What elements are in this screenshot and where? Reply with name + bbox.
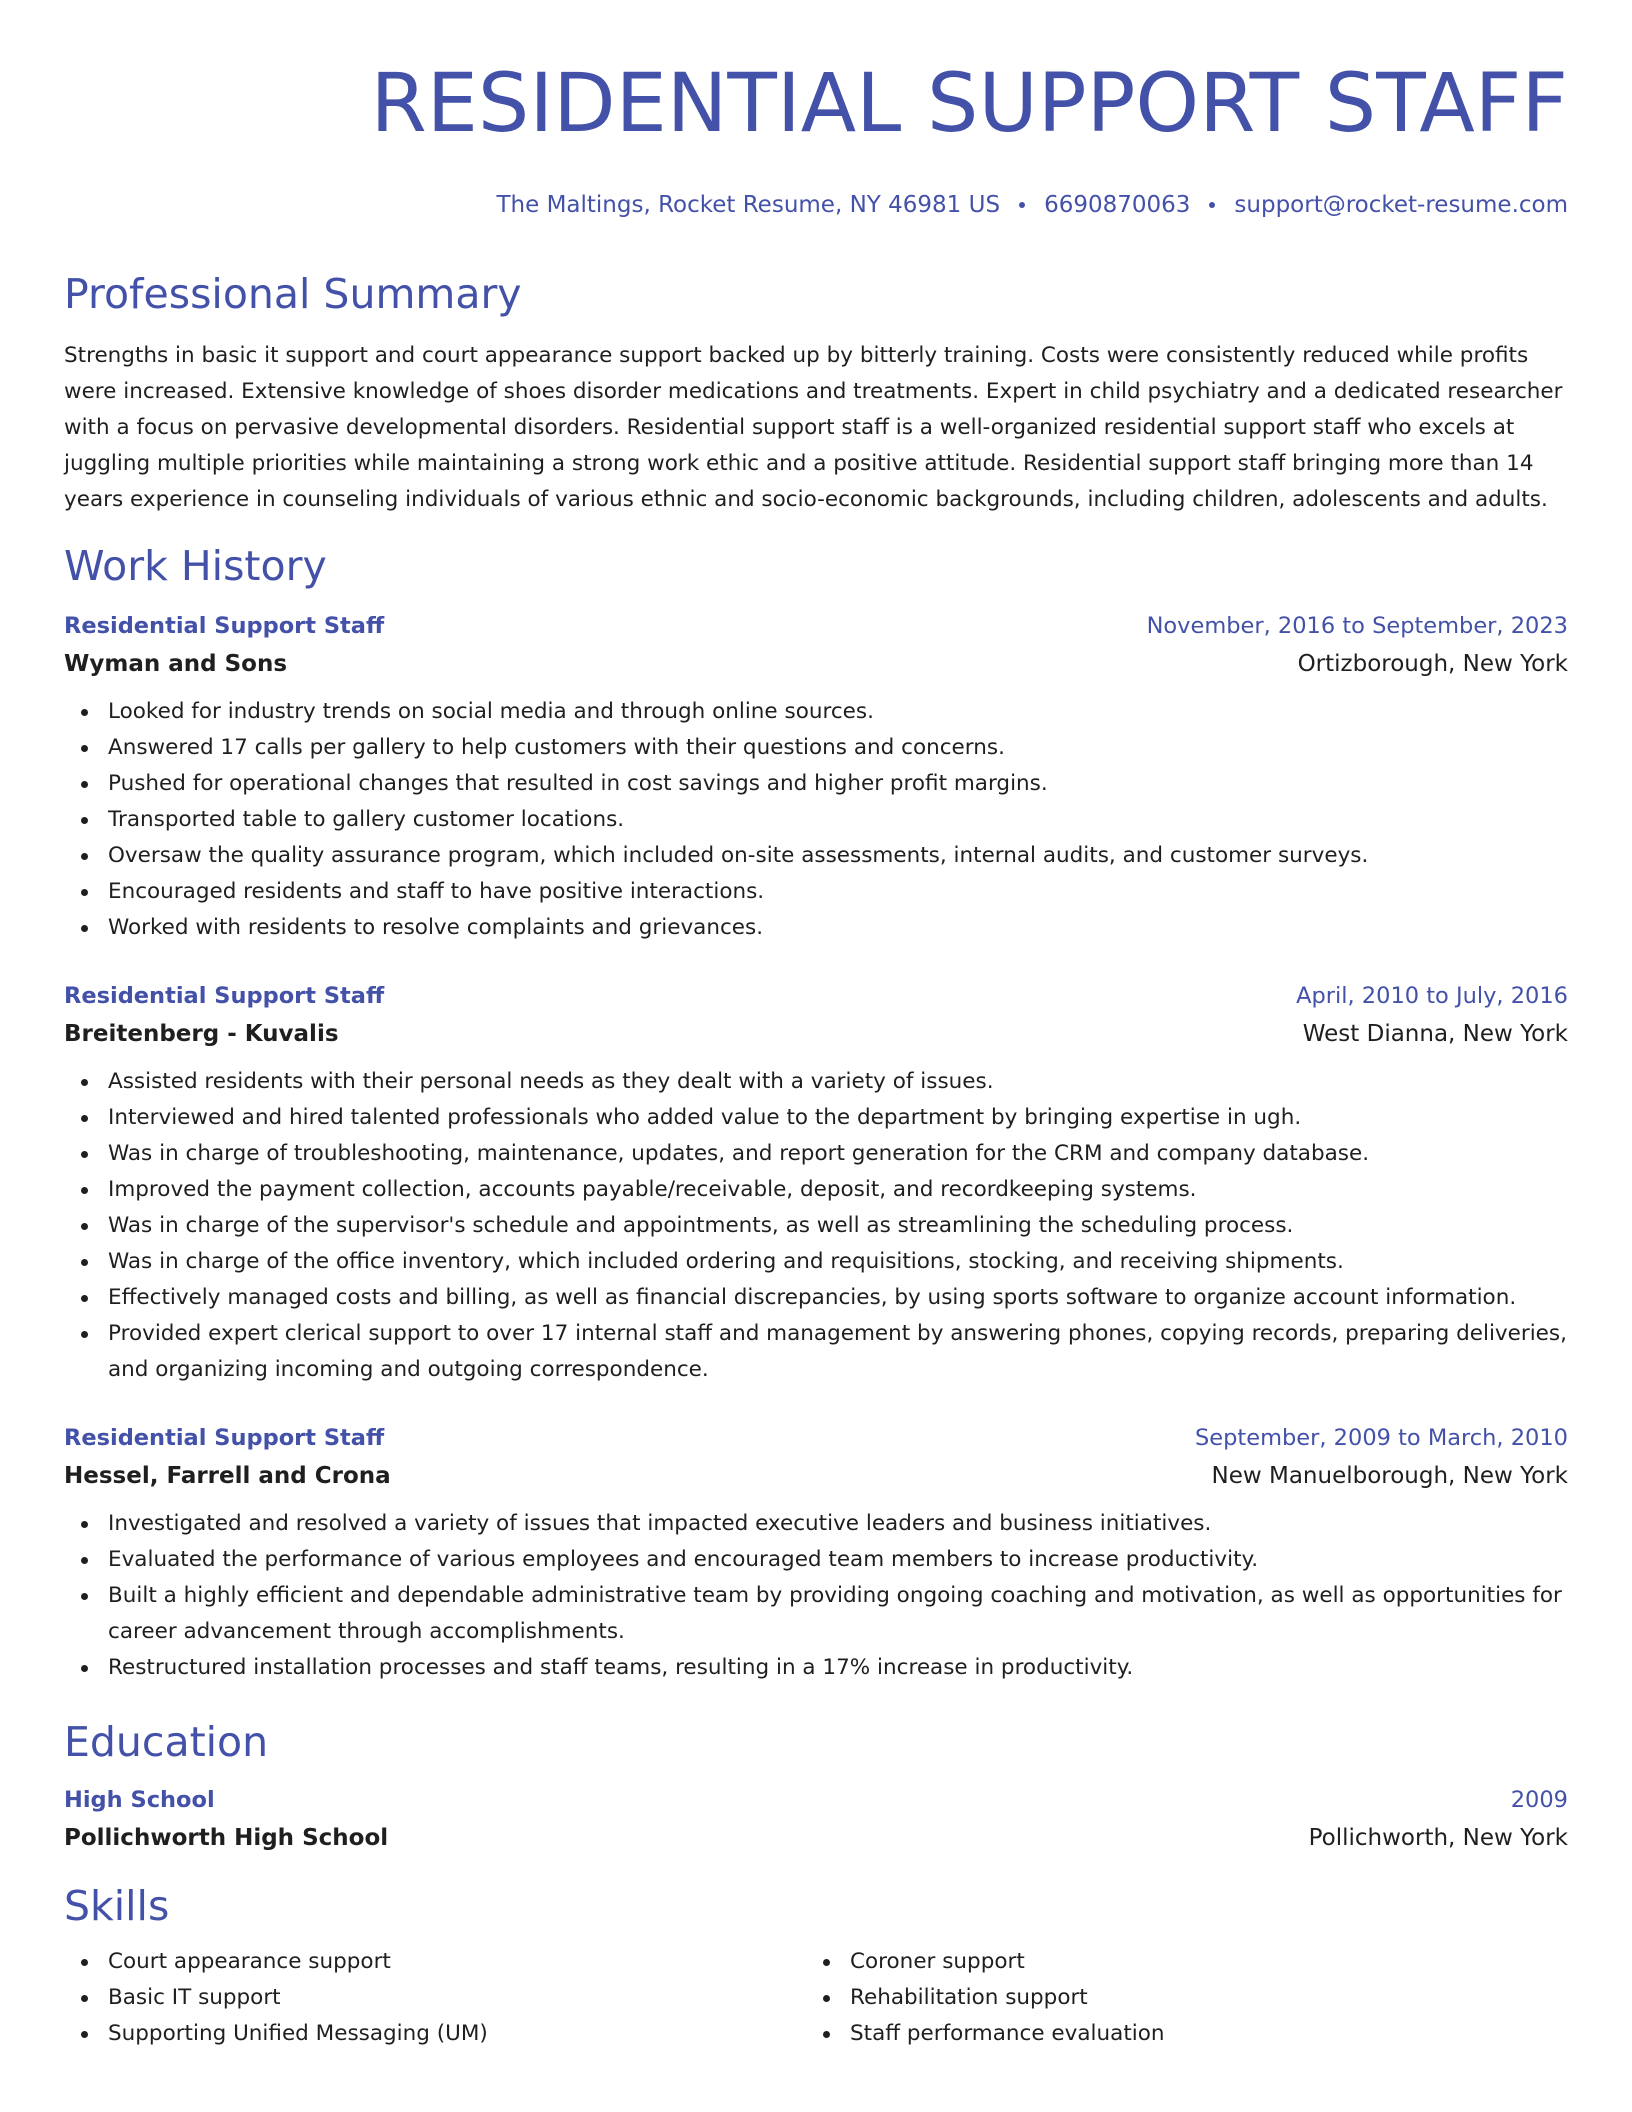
- skill-item: Coroner support: [806, 1944, 1548, 1980]
- contact-address: The Maltings, Rocket Resume, NY 46981 US: [496, 192, 1001, 218]
- skill-item: Court appearance support: [64, 1944, 806, 1980]
- education-entry: [64, 1784, 1568, 1854]
- education-location: Pollichworth, New York: [1308, 1825, 1568, 1851]
- duty-item: Evaluated the performance of various employees and encouraged team members to increase productivity.: [64, 1542, 1568, 1578]
- job-dates: April, 2010 to July, 2016: [1296, 983, 1568, 1009]
- job-location: West Dianna, New York: [1302, 1021, 1568, 1047]
- job-duties: [64, 1064, 1568, 1388]
- duty-item: Was in charge of troubleshooting, maintenance, updates, and report generation for the CRM and company database.: [64, 1136, 1568, 1172]
- duty-item: Transported table to gallery customer locations.: [64, 802, 1568, 838]
- job-company: Wyman and Sons: [64, 651, 288, 677]
- skills-column-left: [64, 1944, 806, 2052]
- separator-dot: [1209, 202, 1215, 208]
- duty-item: Provided expert clerical support to over 17 internal staff and management by answering phones, copying records, preparing deliveries, and organizing incoming and outgoing correspondence.: [64, 1316, 1568, 1388]
- job-entry: [64, 610, 1568, 946]
- job-title: Residential Support Staff: [64, 613, 385, 639]
- contact-email[interactable]: support@rocket-resume.com: [1234, 192, 1568, 218]
- duty-item: Built a highly efficient and dependable administrative team by providing ongoing coaching and motivation, as well as opportunities for career advancement through accomplishments.: [64, 1578, 1568, 1650]
- duty-item: Restructured installation processes and staff teams, resulting in a 17% increase in productivity.: [64, 1650, 1568, 1686]
- duty-item: Worked with residents to resolve complaints and grievances.: [64, 910, 1568, 946]
- job-company: Breitenberg - Kuvalis: [64, 1021, 339, 1047]
- duty-item: Improved the payment collection, accounts payable/receivable, deposit, and recordkeeping systems.: [64, 1172, 1568, 1208]
- contact-line: [64, 190, 1568, 220]
- duty-item: Effectively managed costs and billing, as well as financial discrepancies, by using sports software to organize account information.: [64, 1280, 1568, 1316]
- skill-item: Supporting Unified Messaging (UM): [64, 2016, 806, 2052]
- job-company: Hessel, Farrell and Crona: [64, 1463, 391, 1489]
- job-duties: [64, 1506, 1568, 1686]
- resume-header: [64, 0, 1568, 220]
- skill-item: Rehabilitation support: [806, 1980, 1548, 2016]
- separator-dot: [1019, 202, 1025, 208]
- work-history-heading: Work History: [64, 542, 327, 590]
- job-location: New Manuelborough, New York: [1211, 1463, 1568, 1489]
- summary-text: Strengths in basic it support and court appearance support backed up by bitterly training. Costs were consistently reduced while profits were increased. Extensive knowledge of shoes disorder medications and treatments. Expert in child psychiatry and a dedicated researcher with a focus on pervasive developmental disorders. Residential support staff is a well-organized residential support staff who excels at juggling multiple priorities while maintaining a strong work ethic and a positive attitude. Residential support staff bringing more than 14 years experience in counseling individuals of various ethnic and socio-economic backgrounds, including children, adolescents and adults.: [64, 343, 1563, 512]
- education-year: 2009: [1510, 1787, 1568, 1813]
- education-school: Pollichworth High School: [64, 1825, 389, 1851]
- candidate-name: RESIDENTIAL SUPPORT STAFF: [370, 57, 1568, 151]
- job-dates: September, 2009 to March, 2010: [1195, 1425, 1568, 1451]
- education-heading: Education: [64, 1718, 269, 1766]
- job-title: Residential Support Staff: [64, 983, 385, 1009]
- resume-page: [64, 0, 1568, 2052]
- summary-heading: Professional Summary: [64, 270, 522, 318]
- skill-item: Staff performance evaluation: [806, 2016, 1548, 2052]
- duty-item: Was in charge of the supervisor's schedule and appointments, as well as streamlining the scheduling process.: [64, 1208, 1568, 1244]
- job-duties: [64, 694, 1568, 946]
- duty-item: Encouraged residents and staff to have positive interactions.: [64, 874, 1568, 910]
- duty-item: Assisted residents with their personal needs as they dealt with a variety of issues.: [64, 1064, 1568, 1100]
- duty-item: Looked for industry trends on social media and through online sources.: [64, 694, 1568, 730]
- job-dates: November, 2016 to September, 2023: [1146, 613, 1568, 639]
- education-degree: High School: [64, 1787, 215, 1813]
- job-entry: [64, 1422, 1568, 1686]
- skills-list: [64, 1944, 1568, 2052]
- skills-column-right: [806, 1944, 1548, 2052]
- duty-item: Pushed for operational changes that resulted in cost savings and higher profit margins.: [64, 766, 1568, 802]
- duty-item: Interviewed and hired talented professionals who added value to the department by bringing expertise in ugh.: [64, 1100, 1568, 1136]
- duty-item: Oversaw the quality assurance program, which included on-site assessments, internal audits, and customer surveys.: [64, 838, 1568, 874]
- skills-heading: Skills: [64, 1882, 170, 1930]
- skill-item: Basic IT support: [64, 1980, 806, 2016]
- job-entry: [64, 980, 1568, 1388]
- duty-item: Investigated and resolved a variety of issues that impacted executive leaders and business initiatives.: [64, 1506, 1568, 1542]
- contact-phone: 6690870063: [1044, 192, 1191, 218]
- job-location: Ortizborough, New York: [1297, 651, 1568, 677]
- job-title: Residential Support Staff: [64, 1425, 385, 1451]
- duty-item: Answered 17 calls per gallery to help customers with their questions and concerns.: [64, 730, 1568, 766]
- work-history-list: [64, 610, 1568, 1686]
- duty-item: Was in charge of the office inventory, which included ordering and requisitions, stocking, and receiving shipments.: [64, 1244, 1568, 1280]
